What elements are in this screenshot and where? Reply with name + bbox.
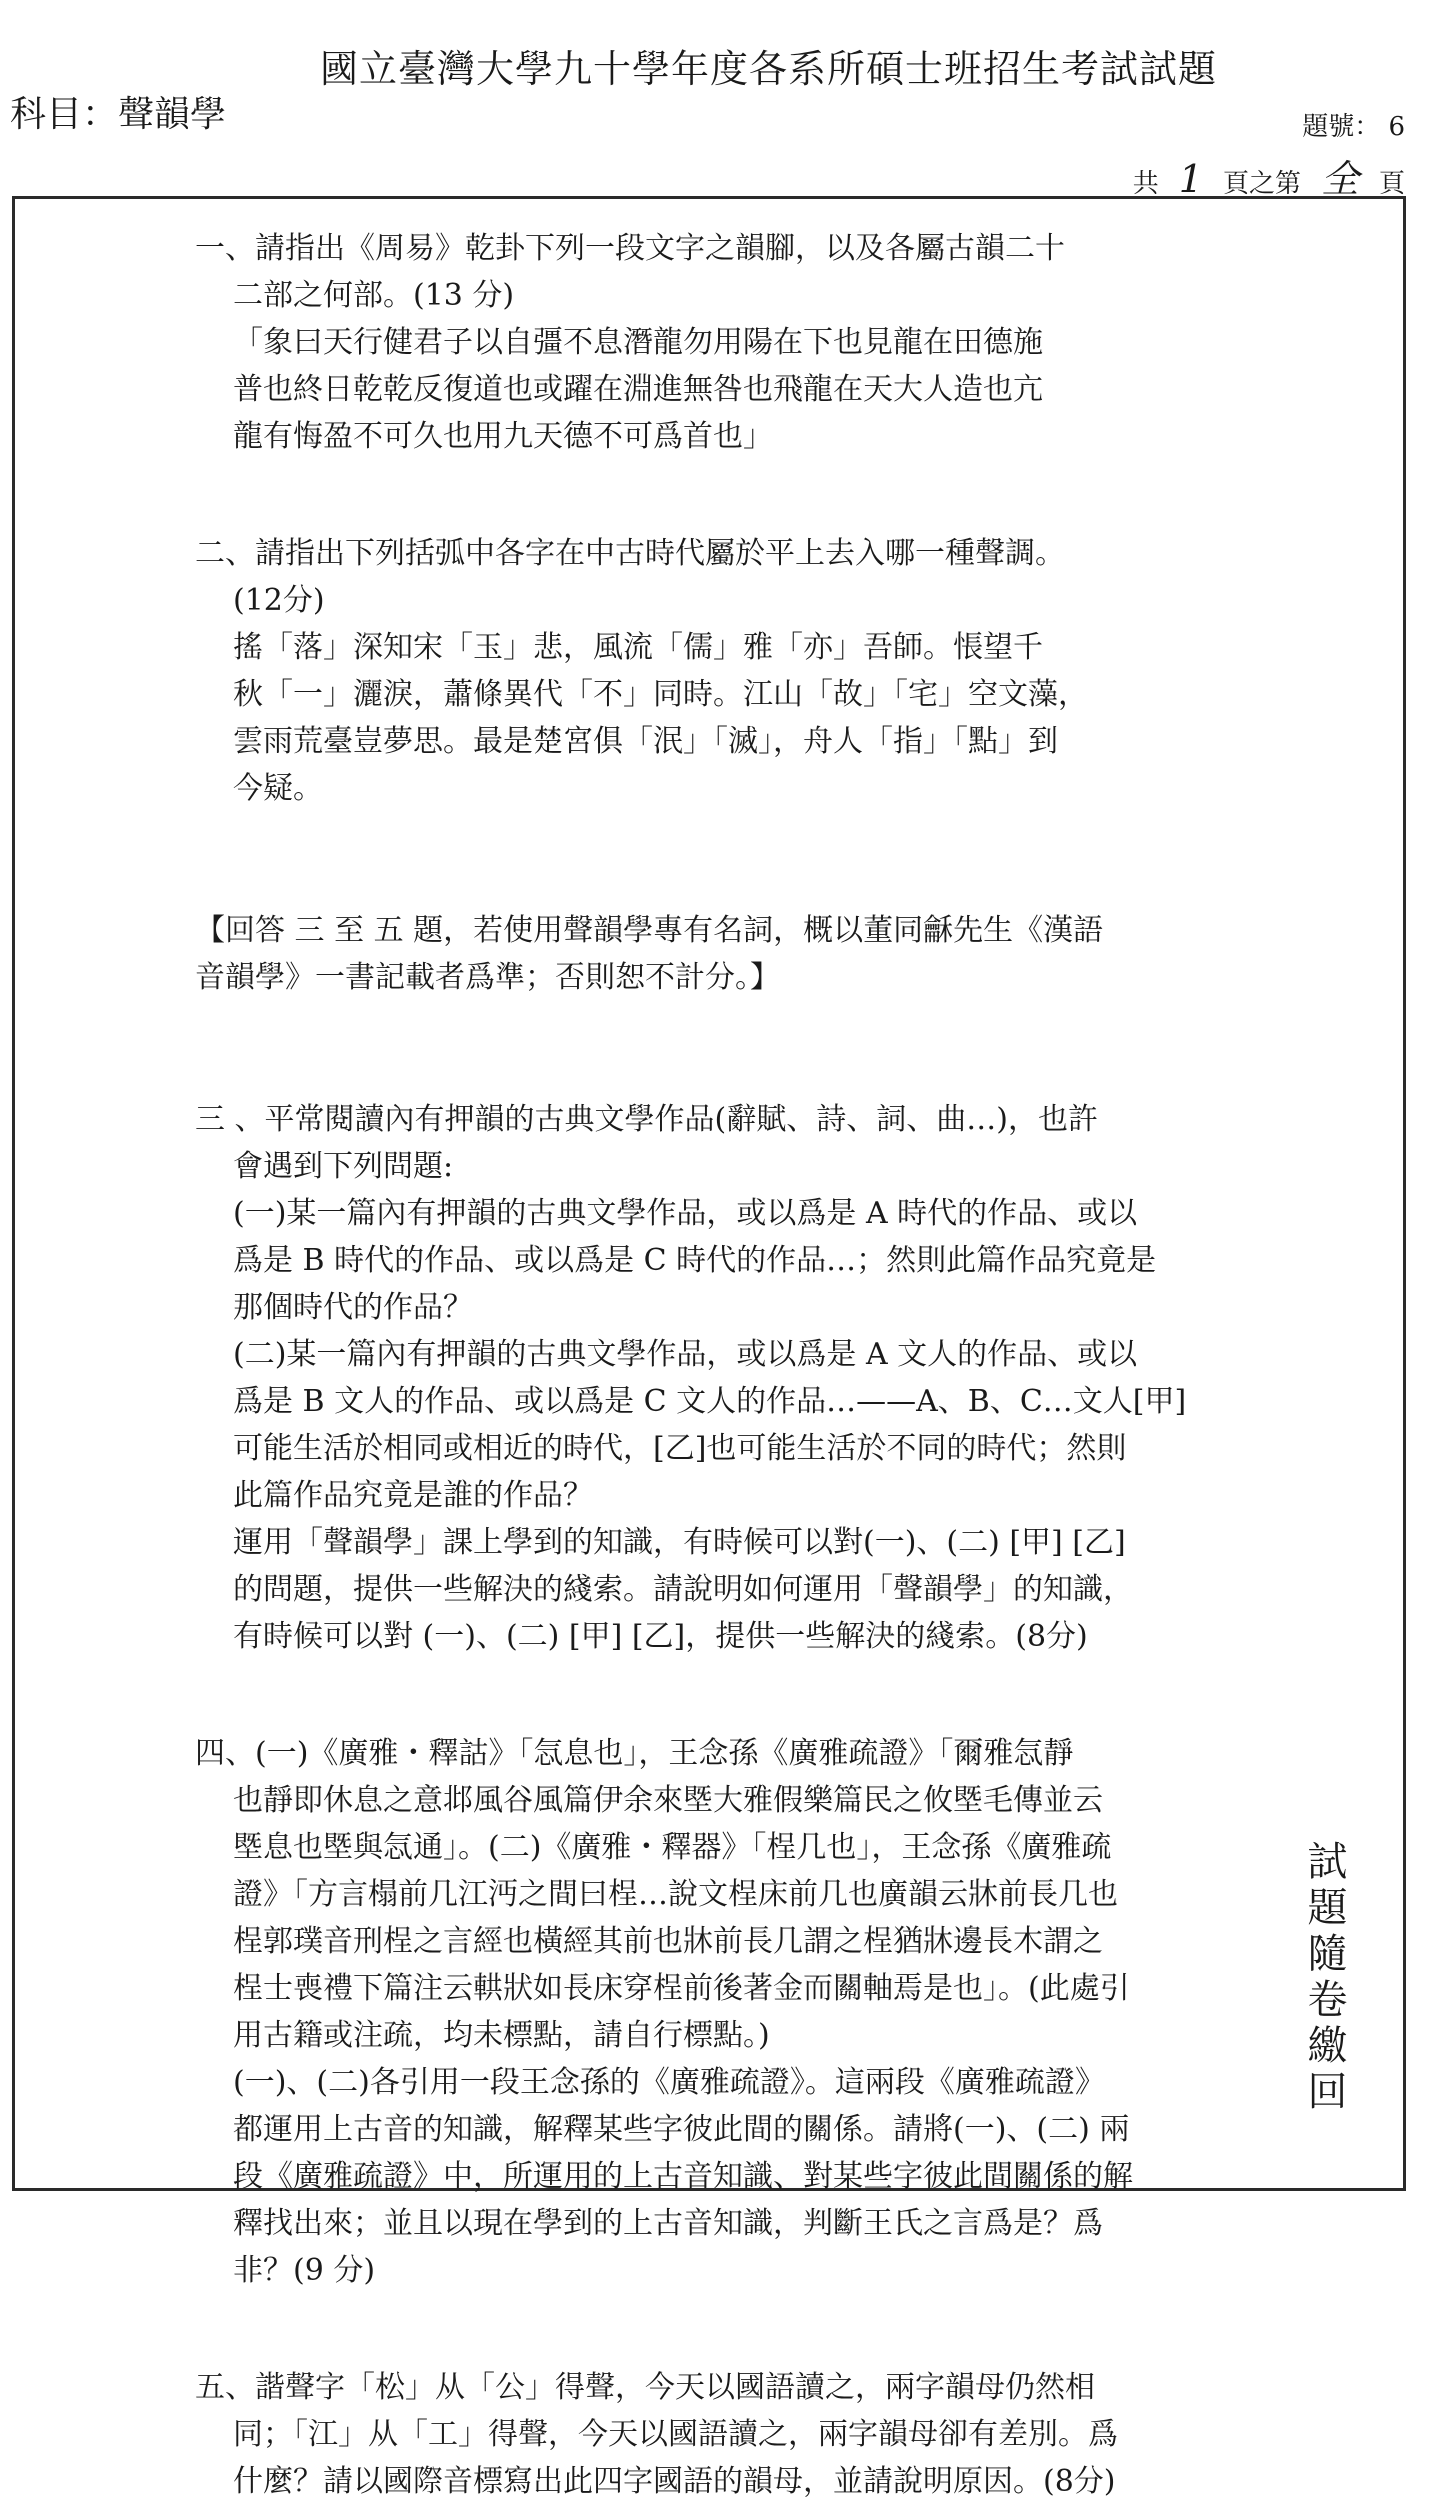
q4-line: 桯郭璞音刑桯之言經也橫經其前也牀前長几謂之桯猶牀邊長木謂之 [233,1924,1103,1959]
q3-line: 此篇作品究竟是誰的作品？ [233,1478,593,1513]
q4-line: 桯士喪禮下篇注云輁狀如長床穿桯前後著金而關軸焉是也」。(此處引 [233,1971,1130,2006]
question-1 [195,225,1195,460]
pages-current: 全 [1320,157,1359,201]
q3-line: 的問題，提供一些解決的綫索。請說明如何運用「聲韻學」的知識， [233,1572,1133,1607]
q1-line: 「象曰天行健君子以自彊不息潛龍勿用陽在下也見龍在田德施 [233,325,1043,360]
page-count [1133,148,1405,203]
pages-middle: 頁之第 [1222,169,1301,199]
q5-line: 同；「江」从「工」得聲，今天以國語讀之，兩字韻母卻有差別。爲 [233,2417,1118,2452]
pages-total: 1 [1178,157,1203,201]
q4-line: 用古籍或注疏，均未標點，請自行標點。) [233,2018,770,2053]
q1-line: 二部之何部。(13 分) [233,278,515,313]
answer-note [195,907,1195,1001]
question-5 [195,2364,1195,2505]
question-number: 題號： 6 [1302,112,1405,142]
exam-content [195,225,1195,2505]
q3-line: 運用「聲韻學」課上學到的知識，有時候可以對(一)、(二) [甲] [乙] [233,1525,1126,1560]
q1-line: 普也終日乾乾反復道也或躍在淵進無咎也飛龍在天大人造也亢 [233,372,1043,407]
question-4 [195,1730,1195,2294]
subject-label: 科目：聲韻學 [10,94,227,135]
q3-line: 爲是 B 文人的作品、或以爲是 C 文人的作品…——A、B、C…文人[甲] [233,1384,1187,1419]
q4-line: 段《廣雅疏證》中，所運用的上古音知識、對某些字彼此間關係的解 [233,2159,1133,2194]
q1-line: 一、請指出《周易》乾卦下列一段文字之韻腳，以及各屬古韻二十 [195,231,1065,266]
q3-line: 那個時代的作品？ [233,1290,473,1325]
q3-line: 三 、平常閱讀內有押韻的古典文學作品(辭賦、詩、詞、曲…)，也許 [195,1102,1098,1137]
q5-line: 什麼？請以國際音標寫出此四字國語的韻母，並請說明原因。(8分) [233,2464,1116,2499]
question-3 [195,1096,1195,1660]
q3-line: 可能生活於相同或相近的時代，[乙]也可能生活於不同的時代；然則 [233,1431,1127,1466]
q4-line: 證》「方言榻前几江沔之間曰桯…說文桯床前几也廣韻云牀前長几也 [233,1877,1118,1912]
q2-line: 秋「一」灑淚，蕭條異代「不」同時。江山「故」「宅」空文藻， [233,677,1088,712]
question-2 [195,530,1195,812]
q4-line: 也靜即休息之意邶風谷風篇伊余來塈大雅假樂篇民之攸塈毛傳並云 [233,1783,1103,1818]
q5-line: 五、諧聲字「松」从「公」得聲，今天以國語讀之，兩字韻母仍然相 [195,2370,1095,2405]
q4-line: 四、(一)《廣雅・釋詁》「忥息也」，王念孫《廣雅疏證》「爾雅忥靜 [195,1736,1074,1771]
q3-line: (一)某一篇內有押韻的古典文學作品，或以爲是 A 時代的作品、或以 [233,1196,1138,1231]
q3-line: (二)某一篇內有押韻的古典文學作品，或以爲是 A 文人的作品、或以 [233,1337,1138,1372]
q2-line: 今疑。 [233,771,323,806]
q2-line: (12分) [233,583,325,618]
return-with-answer-sheet-note: 試題隨卷繳回 [1301,1840,1347,2116]
pages-prefix: 共 [1132,169,1159,199]
q2-line: 搖「落」深知宋「玉」悲，風流「儒」雅「亦」吾師。悵望千 [233,630,1043,665]
note-line: 音韻學》一書記載者爲準；否則恕不計分。】 [195,960,780,995]
note-line: 【回答 三 至 五 題，若使用聲韻學專有名詞，概以董同龢先生《漢語 [195,913,1104,948]
pages-suffix: 頁 [1378,169,1405,199]
q4-line: 釋找出來；並且以現在學到的上古音知識，判斷王氏之言爲是？爲 [233,2206,1103,2241]
q3-line: 爲是 B 時代的作品、或以爲是 C 時代的作品…；然則此篇作品究竟是 [233,1243,1157,1278]
q4-line: (一)、(二)各引用一段王念孫的《廣雅疏證》。這兩段《廣雅疏證》 [233,2065,1105,2100]
q3-line: 有時候可以對 (一)、(二) [甲] [乙]，提供一些解決的綫索。(8分) [233,1619,1088,1654]
exam-title: 國立臺灣大學九十學年度各系所碩士班招生考試試題 [320,47,1218,91]
q4-line: 非？(9 分) [233,2253,376,2288]
q2-line: 雲雨荒臺豈夢思。最是楚宮俱「泯」「滅」，舟人「指」「點」到 [233,724,1058,759]
q4-line: 塈息也塈與忥通」。(二)《廣雅・釋器》「桯几也」，王念孫《廣雅疏 [233,1830,1112,1865]
q1-line: 龍有悔盈不可久也用九天德不可爲首也」 [233,419,773,454]
q3-line: 會遇到下列問題: [233,1149,454,1184]
q2-line: 二、請指出下列括弧中各字在中古時代屬於平上去入哪一種聲調。 [195,536,1065,571]
q4-line: 都運用上古音的知識，解釋某些字彼此間的關係。請將(一)、(二) 兩 [233,2112,1130,2147]
